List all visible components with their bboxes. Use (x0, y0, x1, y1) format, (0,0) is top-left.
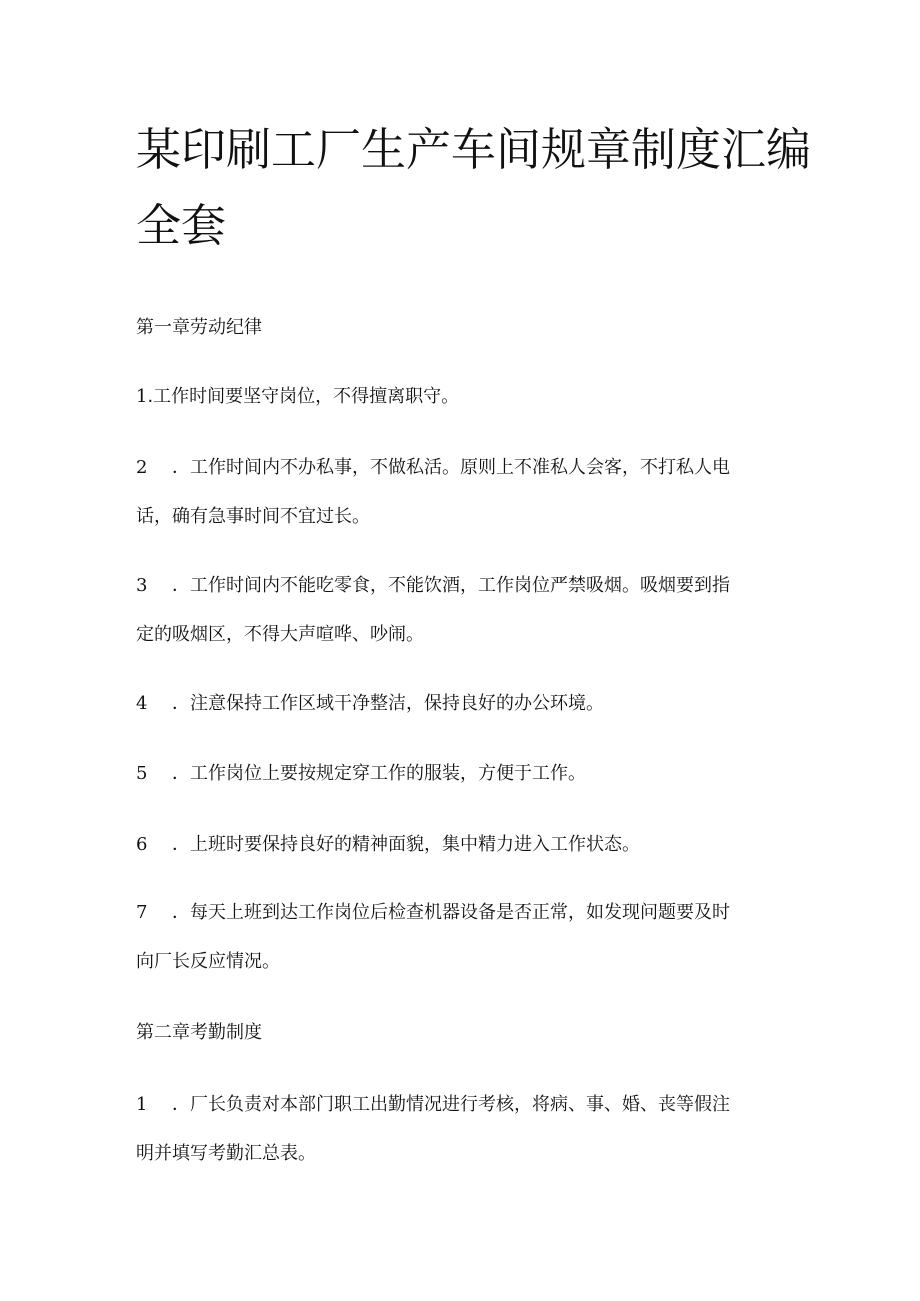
item-text: ．工作时间内不能吃零食，不能饮酒，工作岗位严禁吸烟。吸烟要到指 (172, 575, 730, 596)
chapter-1-item-2 (136, 443, 796, 541)
item-text: ．每天上班到达工作岗位后检查机器设备是否正常，如发现问题要及时 (172, 902, 730, 923)
chapter-1-item-1 (136, 372, 796, 421)
item-text: ．工作岗位上要按规定穿工作的服装，方便于工作。 (172, 763, 586, 784)
item-number: 2 (136, 457, 148, 478)
item-number: 5 (136, 763, 148, 784)
item-text: ．注意保持工作区域干净整洁，保持良好的办公环境。 (172, 693, 604, 714)
chapter-1-item-3 (136, 561, 796, 659)
chapter-2-heading: 第二章考勤制度 (136, 1022, 262, 1043)
chapter-1-item-4 (136, 679, 796, 728)
item-number: 4 (136, 693, 148, 714)
item-number: 7 (136, 902, 148, 923)
item-number: 1 (136, 1094, 148, 1115)
chapter-1-item-5 (136, 749, 796, 798)
item-number: 1 (136, 386, 148, 407)
document-title-line-1: 某印刷工厂生产车间规章制度汇编 (136, 123, 812, 176)
chapter-2-item-1 (136, 1080, 796, 1178)
item-text: ．厂长负责对本部门职工出勤情况进行考核，将病、事、婚、丧等假注 (172, 1094, 730, 1115)
item-text: ．上班时要保持良好的精神面貌，集中精力进入工作状态。 (172, 834, 640, 855)
chapter-1-item-6 (136, 820, 796, 869)
item-text: .工作时间要坚守岗位，不得擅离职守。 (147, 386, 460, 407)
item-text-continued: 话，确有急事时间不宜过长。 (136, 506, 370, 527)
document-title-line-2: 全套 (136, 199, 227, 252)
item-number: 3 (136, 575, 148, 596)
document-title (136, 112, 812, 264)
item-number: 6 (136, 834, 148, 855)
chapter-1-heading: 第一章劳动纪律 (136, 317, 262, 338)
chapter-1-item-7 (136, 888, 796, 986)
item-text-continued: 定的吸烟区，不得大声喧哗、吵闹。 (136, 624, 424, 645)
item-text-continued: 向厂长反应情况。 (136, 951, 280, 972)
item-text-continued: 明并填写考勤汇总表。 (136, 1143, 316, 1164)
item-text: ．工作时间内不办私事，不做私活。原则上不准私人会客，不打私人电 (172, 457, 730, 478)
